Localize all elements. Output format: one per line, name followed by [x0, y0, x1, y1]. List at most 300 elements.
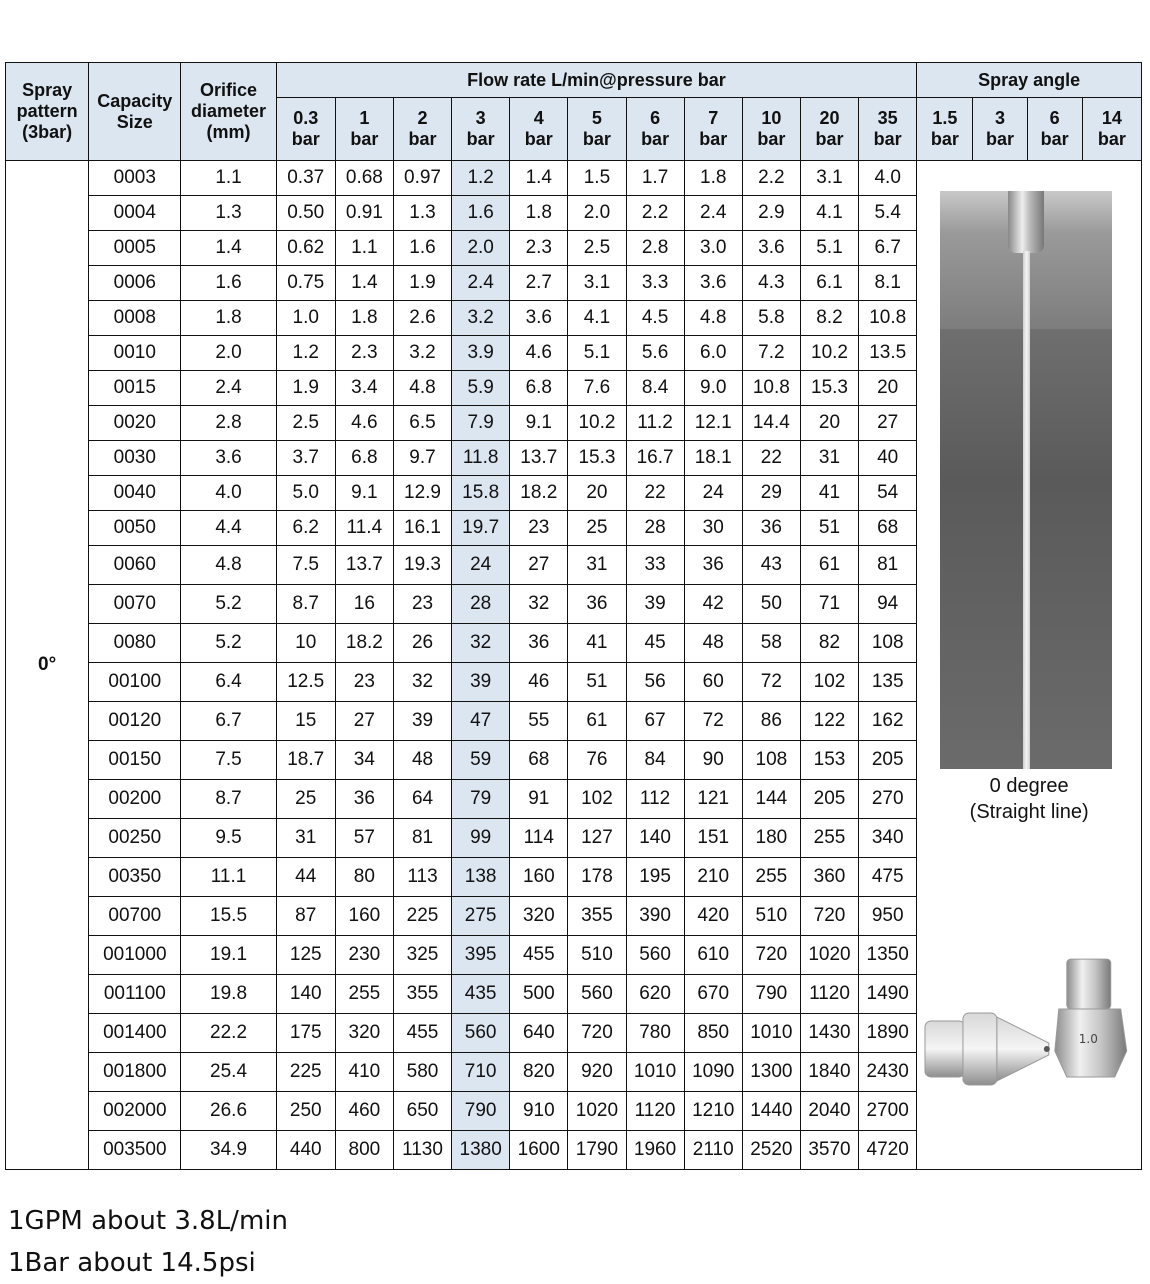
flow-cell: 42	[684, 585, 742, 624]
header-pressure-3-unit: bar	[466, 129, 495, 149]
flow-cell: 32	[393, 663, 451, 702]
flow-cell: 9.1	[510, 406, 568, 441]
header-pressure-8-value: 10	[761, 108, 782, 128]
flow-cell: 3570	[800, 1131, 858, 1170]
flow-cell: 920	[568, 1053, 626, 1092]
flow-cell: 39	[626, 585, 684, 624]
orifice-cell: 4.4	[181, 511, 276, 546]
flow-cell: 59	[452, 741, 510, 780]
capacity-cell: 0040	[89, 476, 181, 511]
flow-cell: 4.1	[568, 301, 626, 336]
flow-cell: 36	[335, 780, 393, 819]
flow-cell: 255	[335, 975, 393, 1014]
flow-cell: 2700	[859, 1092, 917, 1131]
flow-cell: 1300	[742, 1053, 800, 1092]
flow-cell: 510	[568, 936, 626, 975]
flow-cell: 340	[859, 819, 917, 858]
flow-cell: 3.1	[800, 161, 858, 196]
flow-cell: 86	[742, 702, 800, 741]
flow-cell: 4720	[859, 1131, 917, 1170]
flow-cell: 41	[568, 624, 626, 663]
flow-cell: 48	[393, 741, 451, 780]
flow-cell: 140	[276, 975, 335, 1014]
flow-cell: 2040	[800, 1092, 858, 1131]
flow-cell: 610	[684, 936, 742, 975]
header-pressure-7	[684, 98, 742, 161]
flow-cell: 9.0	[684, 371, 742, 406]
header-pressure-4-value: 4	[533, 108, 544, 128]
flow-cell: 24	[452, 546, 510, 585]
flow-cell: 19.7	[452, 511, 510, 546]
flow-cell: 25	[276, 780, 335, 819]
flow-cell: 90	[684, 741, 742, 780]
flow-cell: 320	[335, 1014, 393, 1053]
header-pressure-10	[859, 98, 917, 161]
flow-cell: 94	[859, 585, 917, 624]
flow-cell: 1790	[568, 1131, 626, 1170]
flow-cell: 31	[800, 441, 858, 476]
flow-cell: 61	[800, 546, 858, 585]
flow-cell: 720	[568, 1014, 626, 1053]
capacity-cell: 0010	[89, 336, 181, 371]
nozzle-left-shape	[925, 1013, 1050, 1085]
flow-cell: 500	[510, 975, 568, 1014]
flow-cell: 20	[568, 476, 626, 511]
flow-cell: 3.6	[742, 231, 800, 266]
flow-cell: 2.4	[452, 266, 510, 301]
header-pressure-7-value: 7	[708, 108, 719, 128]
nozzle-fitting-shape	[1008, 191, 1044, 253]
flow-cell: 27	[510, 546, 568, 585]
flow-cell: 395	[452, 936, 510, 975]
flow-cell: 7.9	[452, 406, 510, 441]
header-pressure-6-value: 6	[650, 108, 661, 128]
flow-cell: 5.1	[568, 336, 626, 371]
flow-cell: 390	[626, 897, 684, 936]
flow-cell: 6.2	[276, 511, 335, 546]
flow-cell: 29	[742, 476, 800, 511]
flow-cell: 3.9	[452, 336, 510, 371]
flow-cell: 8.4	[626, 371, 684, 406]
flow-cell: 135	[859, 663, 917, 702]
spray-caption	[917, 773, 1141, 825]
flow-cell: 650	[393, 1092, 451, 1131]
orifice-cell: 5.2	[181, 585, 276, 624]
capacity-cell: 003500	[89, 1131, 181, 1170]
header-pressure-1	[335, 98, 393, 161]
flow-cell: 11.2	[626, 406, 684, 441]
flow-cell: 45	[626, 624, 684, 663]
flow-cell: 420	[684, 897, 742, 936]
flow-cell: 2520	[742, 1131, 800, 1170]
flow-cell: 40	[859, 441, 917, 476]
orifice-cell: 19.8	[181, 975, 276, 1014]
flow-cell: 670	[684, 975, 742, 1014]
conversion-notes	[8, 1200, 288, 1284]
flow-cell: 19.3	[393, 546, 451, 585]
flow-cell: 475	[859, 858, 917, 897]
orifice-cell: 5.2	[181, 624, 276, 663]
flow-cell: 13.5	[859, 336, 917, 371]
flow-cell: 16	[335, 585, 393, 624]
flow-cell: 87	[276, 897, 335, 936]
header-pressure-4	[510, 98, 568, 161]
flow-cell: 8.2	[800, 301, 858, 336]
flow-cell: 15.3	[800, 371, 858, 406]
flow-cell: 1.4	[510, 161, 568, 196]
orifice-cell: 1.8	[181, 301, 276, 336]
header-angle-pressure-2	[1027, 98, 1082, 161]
flow-cell: 1010	[626, 1053, 684, 1092]
header-flow-rate-group: Flow rate L/min@pressure bar	[276, 63, 917, 98]
flow-cell: 81	[393, 819, 451, 858]
flow-cell: 3.3	[626, 266, 684, 301]
flow-cell: 2110	[684, 1131, 742, 1170]
header-angle-pressure-3	[1082, 98, 1141, 161]
flow-cell: 26	[393, 624, 451, 663]
flow-cell: 57	[335, 819, 393, 858]
straight-jet-photo	[940, 191, 1112, 769]
flow-cell: 71	[800, 585, 858, 624]
flow-cell: 790	[742, 975, 800, 1014]
flow-cell: 14.4	[742, 406, 800, 441]
flow-cell: 33	[626, 546, 684, 585]
header-pressure-4-unit: bar	[524, 129, 553, 149]
flow-cell: 61	[568, 702, 626, 741]
flow-cell: 5.8	[742, 301, 800, 336]
flow-cell: 410	[335, 1053, 393, 1092]
flow-cell: 4.0	[859, 161, 917, 196]
flow-cell: 0.91	[335, 196, 393, 231]
flow-cell: 72	[684, 702, 742, 741]
flow-cell: 0.75	[276, 266, 335, 301]
flow-cell: 11.4	[335, 511, 393, 546]
flow-rate-table	[5, 62, 1142, 1170]
flow-cell: 11.8	[452, 441, 510, 476]
flow-cell: 76	[568, 741, 626, 780]
orifice-cell: 1.4	[181, 231, 276, 266]
orifice-cell: 6.4	[181, 663, 276, 702]
flow-cell: 64	[393, 780, 451, 819]
capacity-cell: 0006	[89, 266, 181, 301]
flow-cell: 7.5	[276, 546, 335, 585]
flow-cell: 4.5	[626, 301, 684, 336]
flow-cell: 560	[452, 1014, 510, 1053]
flow-cell: 39	[393, 702, 451, 741]
flow-cell: 640	[510, 1014, 568, 1053]
flow-cell: 1.6	[393, 231, 451, 266]
header-pressure-1-unit: bar	[350, 129, 379, 149]
capacity-cell: 00250	[89, 819, 181, 858]
flow-cell: 36	[510, 624, 568, 663]
flow-cell: 4.8	[684, 301, 742, 336]
flow-cell: 41	[800, 476, 858, 511]
header-spray-pattern: Spray pattern (3bar)	[6, 63, 89, 161]
flow-cell: 180	[742, 819, 800, 858]
capacity-cell: 0003	[89, 161, 181, 196]
capacity-cell: 002000	[89, 1092, 181, 1131]
table-row	[6, 161, 1142, 196]
flow-cell: 2.5	[568, 231, 626, 266]
flow-cell: 580	[393, 1053, 451, 1092]
header-pressure-8	[742, 98, 800, 161]
flow-cell: 1890	[859, 1014, 917, 1053]
flow-cell: 6.0	[684, 336, 742, 371]
header-pressure-5	[568, 98, 626, 161]
flow-cell: 720	[800, 897, 858, 936]
flow-cell: 355	[393, 975, 451, 1014]
flow-cell: 153	[800, 741, 858, 780]
header-pressure-0-value: 0.3	[293, 108, 319, 128]
flow-cell: 16.7	[626, 441, 684, 476]
capacity-cell: 0050	[89, 511, 181, 546]
flow-cell: 102	[800, 663, 858, 702]
orifice-cell: 11.1	[181, 858, 276, 897]
flow-cell: 25	[568, 511, 626, 546]
flow-cell: 225	[276, 1053, 335, 1092]
orifice-cell: 4.8	[181, 546, 276, 585]
flow-cell: 51	[568, 663, 626, 702]
flow-cell: 6.7	[859, 231, 917, 266]
flow-cell: 3.4	[335, 371, 393, 406]
header-pressure-1-value: 1	[359, 108, 370, 128]
flow-cell: 3.6	[684, 266, 742, 301]
orifice-cell: 34.9	[181, 1131, 276, 1170]
flow-cell: 3.2	[393, 336, 451, 371]
flow-cell: 5.1	[800, 231, 858, 266]
flow-cell: 7.2	[742, 336, 800, 371]
header-pressure-5-value: 5	[591, 108, 602, 128]
flow-cell: 15	[276, 702, 335, 741]
flow-cell: 36	[568, 585, 626, 624]
capacity-cell: 0020	[89, 406, 181, 441]
flow-cell: 13.7	[335, 546, 393, 585]
capacity-cell: 0060	[89, 546, 181, 585]
flow-cell: 60	[684, 663, 742, 702]
spec-table-wrapper	[5, 62, 1142, 1170]
flow-cell: 440	[276, 1131, 335, 1170]
flow-cell: 820	[510, 1053, 568, 1092]
flow-cell: 34	[335, 741, 393, 780]
capacity-cell: 001800	[89, 1053, 181, 1092]
flow-cell: 950	[859, 897, 917, 936]
header-pressure-5-unit: bar	[582, 129, 611, 149]
flow-cell: 13.7	[510, 441, 568, 476]
flow-cell: 3.2	[452, 301, 510, 336]
flow-cell: 2.7	[510, 266, 568, 301]
flow-cell: 3.7	[276, 441, 335, 476]
header-pressure-7-unit: bar	[699, 129, 728, 149]
flow-cell: 1020	[800, 936, 858, 975]
flow-cell: 36	[684, 546, 742, 585]
flow-cell: 460	[335, 1092, 393, 1131]
flow-cell: 121	[684, 780, 742, 819]
spray-angle-cell	[917, 161, 1142, 1170]
flow-cell: 8.1	[859, 266, 917, 301]
flow-cell: 18.2	[335, 624, 393, 663]
flow-cell: 850	[684, 1014, 742, 1053]
flow-cell: 5.6	[626, 336, 684, 371]
header-pressure-6	[626, 98, 684, 161]
flow-cell: 138	[452, 858, 510, 897]
flow-cell: 43	[742, 546, 800, 585]
flow-cell: 27	[335, 702, 393, 741]
flow-cell: 55	[510, 702, 568, 741]
capacity-cell: 0015	[89, 371, 181, 406]
flow-cell: 4.6	[335, 406, 393, 441]
flow-cell: 9.1	[335, 476, 393, 511]
flow-cell: 210	[684, 858, 742, 897]
flow-cell: 710	[452, 1053, 510, 1092]
flow-cell: 56	[626, 663, 684, 702]
orifice-cell: 6.7	[181, 702, 276, 741]
header-angle-pressure-2-unit: bar	[1040, 129, 1069, 149]
flow-cell: 12.1	[684, 406, 742, 441]
flow-cell: 6.8	[335, 441, 393, 476]
header-angle-pressure-0-unit: bar	[930, 129, 959, 149]
flow-cell: 22	[742, 441, 800, 476]
flow-cell: 6.8	[510, 371, 568, 406]
flow-cell: 160	[335, 897, 393, 936]
flow-cell: 178	[568, 858, 626, 897]
flow-cell: 18.2	[510, 476, 568, 511]
capacity-cell: 0004	[89, 196, 181, 231]
water-jet-stream	[1023, 251, 1030, 769]
flow-cell: 81	[859, 546, 917, 585]
flow-cell: 23	[510, 511, 568, 546]
flow-cell: 2.8	[626, 231, 684, 266]
flow-cell: 1020	[568, 1092, 626, 1131]
flow-cell: 1.9	[276, 371, 335, 406]
flow-cell: 1440	[742, 1092, 800, 1131]
flow-cell: 2.2	[742, 161, 800, 196]
flow-cell: 2.3	[510, 231, 568, 266]
header-angle-pressure-1-value: 3	[994, 108, 1005, 128]
orifice-cell: 2.4	[181, 371, 276, 406]
flow-cell: 58	[742, 624, 800, 663]
flow-cell: 50	[742, 585, 800, 624]
orifice-cell: 19.1	[181, 936, 276, 975]
header-pressure-10-unit: bar	[873, 129, 902, 149]
capacity-cell: 00200	[89, 780, 181, 819]
orifice-cell: 1.6	[181, 266, 276, 301]
capacity-cell: 001000	[89, 936, 181, 975]
capacity-cell: 0070	[89, 585, 181, 624]
flow-cell: 112	[626, 780, 684, 819]
flow-cell: 151	[684, 819, 742, 858]
flow-cell: 7.6	[568, 371, 626, 406]
nozzle-right-shape	[1055, 959, 1127, 1077]
flow-cell: 32	[452, 624, 510, 663]
flow-cell: 160	[510, 858, 568, 897]
flow-cell: 18.1	[684, 441, 742, 476]
flow-cell: 2.4	[684, 196, 742, 231]
flow-cell: 800	[335, 1131, 393, 1170]
flow-cell: 10.2	[800, 336, 858, 371]
flow-cell: 230	[335, 936, 393, 975]
flow-cell: 1380	[452, 1131, 510, 1170]
flow-cell: 6.5	[393, 406, 451, 441]
flow-cell: 2.3	[335, 336, 393, 371]
flow-cell: 44	[276, 858, 335, 897]
header-pressure-9	[800, 98, 858, 161]
flow-cell: 68	[859, 511, 917, 546]
capacity-cell: 001400	[89, 1014, 181, 1053]
flow-cell: 205	[859, 741, 917, 780]
flow-cell: 51	[800, 511, 858, 546]
flow-cell: 46	[510, 663, 568, 702]
flow-cell: 360	[800, 858, 858, 897]
note-gpm: 1GPM about 3.8L/min	[8, 1206, 288, 1236]
flow-cell: 270	[859, 780, 917, 819]
flow-cell: 3.0	[684, 231, 742, 266]
flow-cell: 1490	[859, 975, 917, 1014]
capacity-cell: 00350	[89, 858, 181, 897]
flow-cell: 36	[742, 511, 800, 546]
capacity-cell: 0005	[89, 231, 181, 266]
flow-cell: 1600	[510, 1131, 568, 1170]
flow-cell: 5.4	[859, 196, 917, 231]
flow-cell: 0.62	[276, 231, 335, 266]
flow-cell: 30	[684, 511, 742, 546]
flow-cell: 91	[510, 780, 568, 819]
flow-cell: 12.5	[276, 663, 335, 702]
flow-cell: 455	[393, 1014, 451, 1053]
header-pressure-3-value: 3	[475, 108, 486, 128]
flow-cell: 2430	[859, 1053, 917, 1092]
flow-cell: 1840	[800, 1053, 858, 1092]
flow-cell: 1.3	[393, 196, 451, 231]
flow-cell: 22	[626, 476, 684, 511]
flow-cell: 5.0	[276, 476, 335, 511]
orifice-cell: 2.0	[181, 336, 276, 371]
flow-cell: 560	[568, 975, 626, 1014]
note-bar: 1Bar about 14.5psi	[8, 1248, 256, 1278]
orifice-cell: 26.6	[181, 1092, 276, 1131]
flow-cell: 162	[859, 702, 917, 741]
flow-cell: 790	[452, 1092, 510, 1131]
flow-cell: 1.8	[684, 161, 742, 196]
flow-cell: 1.5	[568, 161, 626, 196]
nozzle-product-image	[917, 951, 1141, 1131]
header-pressure-8-unit: bar	[757, 129, 786, 149]
flow-cell: 10.8	[742, 371, 800, 406]
flow-cell: 82	[800, 624, 858, 663]
orifice-cell: 1.3	[181, 196, 276, 231]
flow-cell: 72	[742, 663, 800, 702]
flow-cell: 20	[800, 406, 858, 441]
flow-cell: 20	[859, 371, 917, 406]
flow-cell: 1.8	[335, 301, 393, 336]
flow-cell: 84	[626, 741, 684, 780]
capacity-cell: 00150	[89, 741, 181, 780]
flow-cell: 1010	[742, 1014, 800, 1053]
header-angle-pressure-2-value: 6	[1049, 108, 1060, 128]
flow-cell: 780	[626, 1014, 684, 1053]
flow-cell: 39	[452, 663, 510, 702]
flow-cell: 113	[393, 858, 451, 897]
orifice-cell: 1.1	[181, 161, 276, 196]
flow-cell: 23	[393, 585, 451, 624]
header-pressure-2	[393, 98, 451, 161]
flow-cell: 1960	[626, 1131, 684, 1170]
flow-cell: 108	[742, 741, 800, 780]
orifice-cell: 2.8	[181, 406, 276, 441]
flow-cell: 48	[684, 624, 742, 663]
flow-cell: 1350	[859, 936, 917, 975]
capacity-cell: 00120	[89, 702, 181, 741]
flow-cell: 114	[510, 819, 568, 858]
